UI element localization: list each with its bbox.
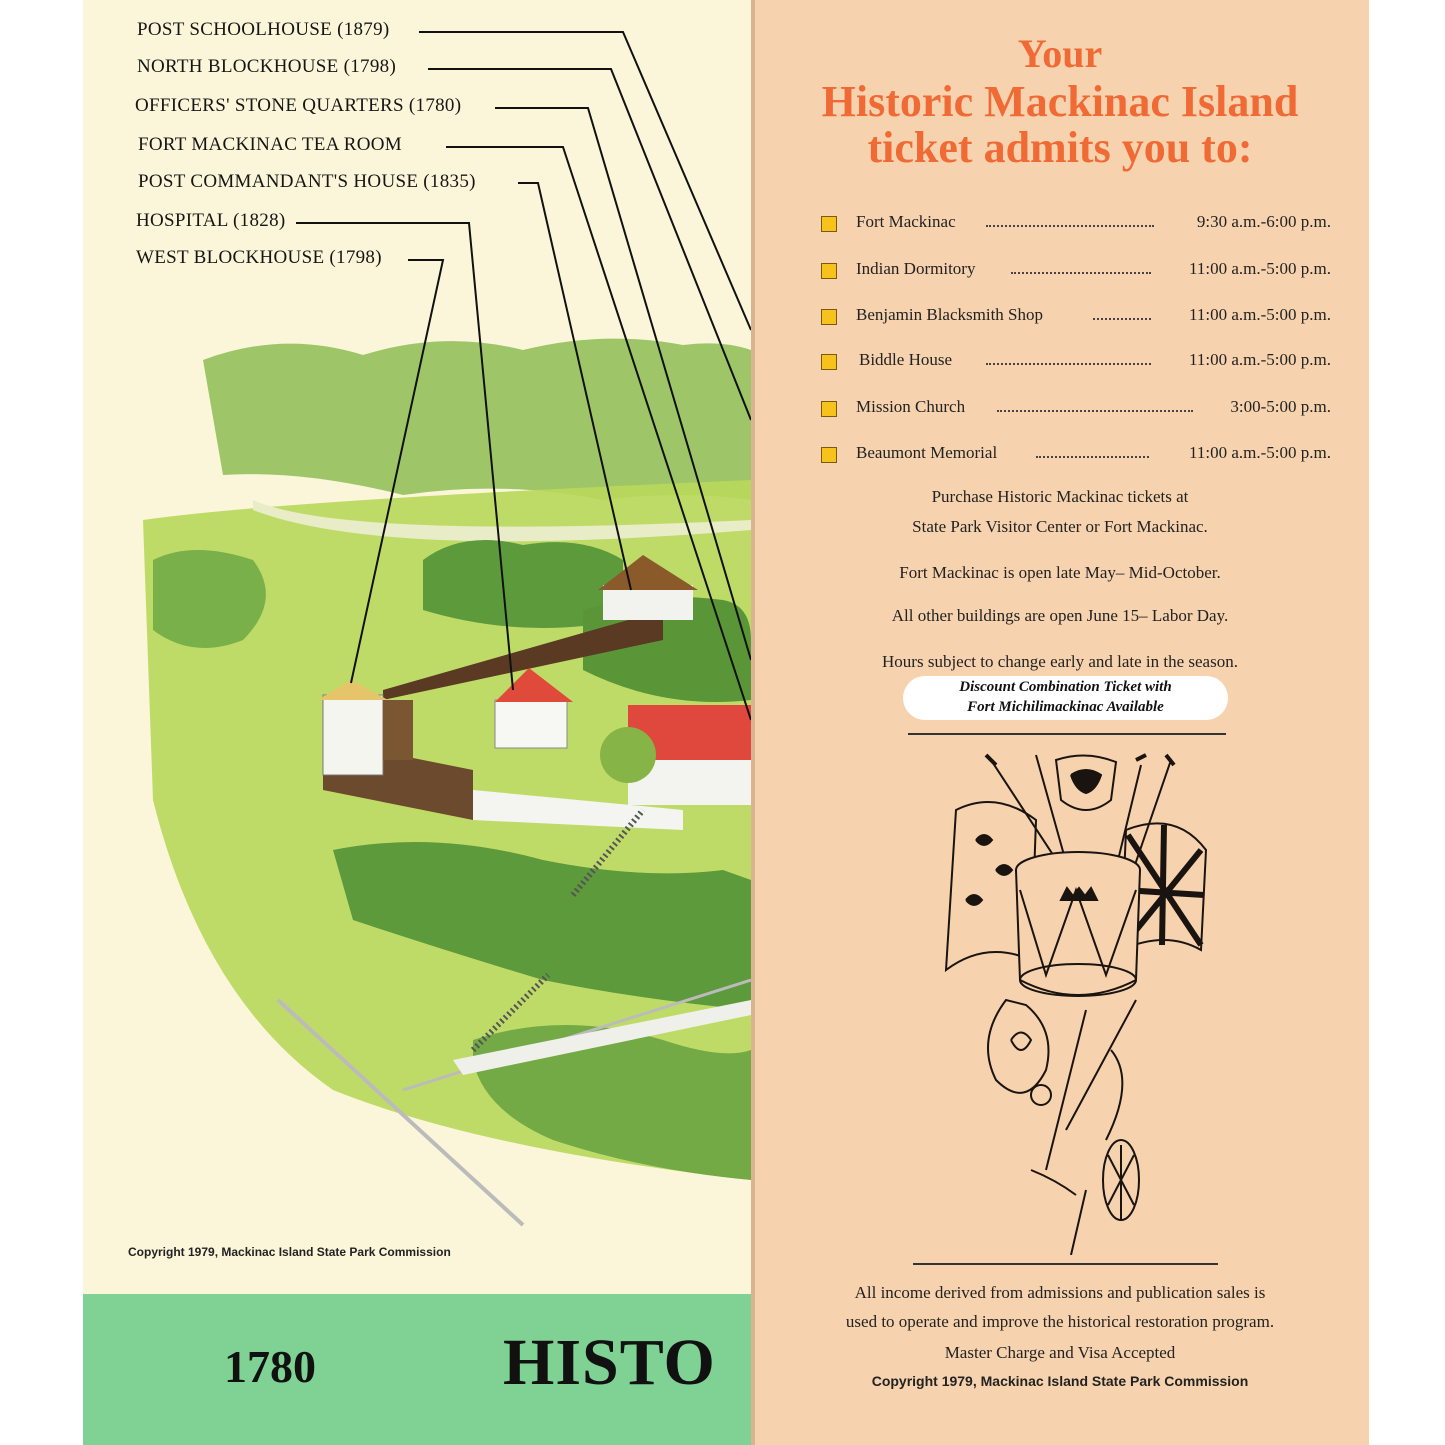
- left-copyright: Copyright 1979, Mackinac Island State Park Commission: [128, 1245, 451, 1259]
- leader-dots: [1093, 318, 1151, 320]
- hours-note: Hours subject to change early and late in the season.: [882, 652, 1238, 671]
- leader-dots: [1011, 272, 1151, 274]
- discount-badge: [903, 676, 1228, 720]
- schedule-row: [821, 305, 1331, 329]
- site-hours: 11:00 a.m.-5:00 p.m.: [1189, 443, 1331, 462]
- headline-line-1: Your: [1017, 31, 1103, 76]
- checkbox-square: [821, 263, 837, 279]
- income-line-1: All income derived from admissions and publication sales is: [854, 1283, 1266, 1302]
- left-panel: [83, 0, 751, 1445]
- buildings-open-season: All other buildings are open June 15– Labor Day.: [891, 606, 1229, 625]
- label-tea-room: FORT MACKINAC TEA ROOM: [138, 134, 402, 155]
- site-name: Biddle House: [859, 350, 953, 369]
- military-emblem-icon: [936, 750, 1221, 1255]
- label-north-blockhouse: NORTH BLOCKHOUSE (1798): [137, 56, 397, 77]
- leader-dots: [997, 410, 1193, 412]
- purchase-line-2: State Park Visitor Center or Fort Mackinac.: [912, 517, 1208, 536]
- schedule-row: [821, 259, 1331, 283]
- site-name: Mission Church: [856, 397, 966, 416]
- schedule-row: [821, 397, 1331, 421]
- label-post-commandants-house: POST COMMANDANT'S HOUSE (1835): [138, 171, 476, 192]
- schedule-row: [821, 212, 1331, 236]
- site-name: Indian Dormitory: [856, 259, 976, 278]
- checkbox-square: [821, 447, 837, 463]
- label-officers-stone-quarters: OFFICERS' STONE QUARTERS (1780): [135, 95, 462, 116]
- year-text: 1780: [224, 1341, 316, 1392]
- checkbox-square: [821, 216, 837, 232]
- site-hours: 11:00 a.m.-5:00 p.m.: [1189, 305, 1331, 324]
- site-name: Beaumont Memorial: [856, 443, 998, 462]
- checkbox-square: [821, 309, 837, 325]
- right-panel: [751, 0, 1369, 1445]
- income-line-2: used to operate and improve the historical restoration program.: [845, 1312, 1275, 1331]
- schedule-row: [821, 350, 1331, 374]
- site-hours: 11:00 a.m.-5:00 p.m.: [1189, 259, 1331, 278]
- discount-line-2: Fort Michilimackinac Available: [967, 699, 1164, 715]
- purchase-line-1: Purchase Historic Mackinac tickets at: [931, 487, 1189, 506]
- fort-illustration: [83, 0, 751, 1300]
- leader-dots: [986, 363, 1151, 365]
- checkbox-square: [821, 354, 837, 370]
- schedule-row: [821, 443, 1331, 467]
- right-copyright: Copyright 1979, Mackinac Island State Park Commission: [871, 1373, 1249, 1389]
- site-name: Benjamin Blacksmith Shop: [856, 305, 1043, 324]
- divider-top: [908, 733, 1226, 735]
- label-hospital: HOSPITAL (1828): [136, 210, 286, 231]
- fort-open-season: Fort Mackinac is open late May– Mid-October.: [899, 563, 1221, 582]
- site-hours: 9:30 a.m.-6:00 p.m.: [1196, 212, 1331, 231]
- divider-bottom: [913, 1263, 1218, 1265]
- label-west-blockhouse: WEST BLOCKHOUSE (1798): [136, 247, 382, 268]
- checkbox-square: [821, 401, 837, 417]
- cover-title: HISTO: [503, 1326, 716, 1399]
- fold-edge: [751, 0, 755, 1445]
- site-name: Fort Mackinac: [856, 212, 956, 231]
- discount-line-1: Discount Combination Ticket with: [959, 679, 1172, 695]
- site-hours: 11:00 a.m.-5:00 p.m.: [1189, 350, 1331, 369]
- label-post-schoolhouse: POST SCHOOLHOUSE (1879): [137, 19, 390, 40]
- headline-line-2: Historic Mackinac Island: [821, 77, 1299, 126]
- leader-dots: [1036, 456, 1149, 458]
- leader-dots: [986, 225, 1154, 227]
- payment-note: Master Charge and Visa Accepted: [944, 1343, 1176, 1362]
- headline-line-3: ticket admits you to:: [867, 123, 1253, 172]
- site-hours: 3:00-5:00 p.m.: [1230, 397, 1331, 416]
